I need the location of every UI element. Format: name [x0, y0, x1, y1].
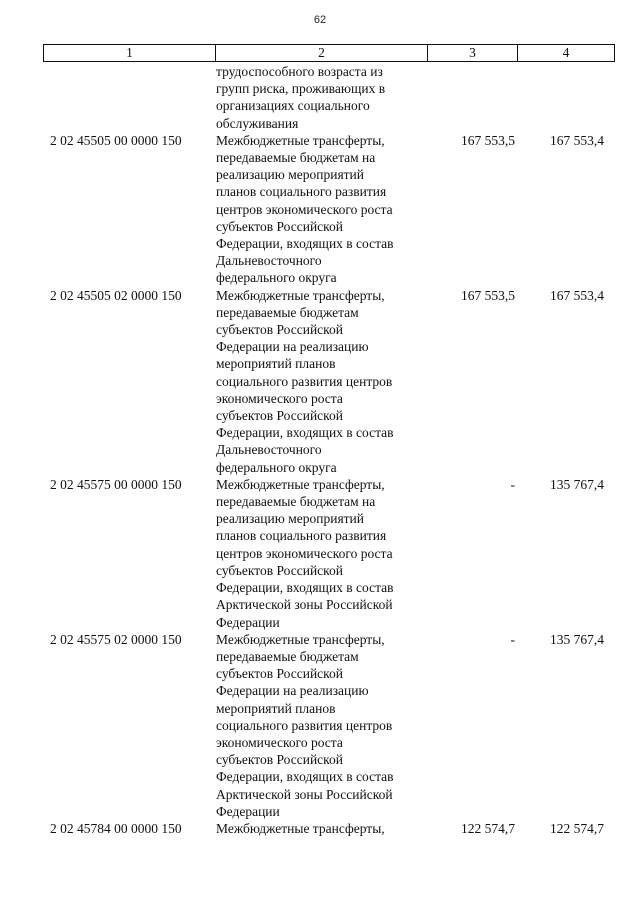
- table-body: [43, 63, 614, 837]
- description-line: Межбюджетные трансферты,: [216, 132, 385, 148]
- row-description: [215, 63, 427, 132]
- row-description: [215, 132, 427, 287]
- table-row: [43, 631, 614, 820]
- budget-classification-code: 2 02 45505 00 0000 150: [50, 132, 182, 148]
- description-line: субъектов Российской: [216, 666, 344, 682]
- amount-column-3: 122 574,7: [461, 820, 515, 836]
- description-line: Межбюджетные трансферты,: [216, 631, 385, 647]
- amount-column-4: 167 553,4: [550, 132, 604, 148]
- description-line: социального развития центров: [216, 717, 393, 733]
- amount-column-4: 135 767,4: [550, 476, 604, 492]
- description-line: групп риска, проживающих в: [216, 81, 386, 97]
- description-line: планов социального развития: [216, 184, 387, 200]
- description-line: реализацию мероприятий: [216, 511, 365, 527]
- row-description: [215, 476, 427, 631]
- column-header-table: [43, 44, 615, 62]
- description-line: субъектов Российской: [216, 408, 344, 424]
- table-row: [43, 132, 614, 287]
- description-line: организациях социального: [216, 98, 370, 114]
- description-line: центров экономического роста: [216, 545, 393, 561]
- description-line: Федерации, входящих в состав: [216, 236, 394, 252]
- description-line: Дальневосточного: [216, 253, 322, 269]
- budget-classification-code: 2 02 45575 00 0000 150: [50, 476, 182, 492]
- row-description: [215, 820, 427, 837]
- amount-column-3: -: [510, 476, 515, 492]
- description-line: федерального округа: [216, 270, 337, 286]
- description-line: Межбюджетные трансферты,: [216, 476, 385, 492]
- description-line: передаваемые бюджетам: [216, 304, 359, 320]
- description-line: Арктической зоны Российской: [216, 597, 393, 613]
- description-line: реализацию мероприятий: [216, 167, 365, 183]
- description-line: Федерации, входящих в состав: [216, 425, 394, 441]
- amount-column-4: 135 767,4: [550, 631, 604, 647]
- table-row-continuation: [43, 63, 614, 132]
- budget-classification-code: 2 02 45505 02 0000 150: [50, 287, 182, 303]
- amount-column-3: -: [510, 631, 515, 647]
- table-row: [43, 476, 614, 631]
- budget-classification-code: 2 02 45784 00 0000 150: [50, 820, 182, 836]
- table-row: [43, 287, 614, 476]
- description-line: субъектов Российской: [216, 752, 344, 768]
- description-line: центров экономического роста: [216, 201, 393, 217]
- description-line: социального развития центров: [216, 373, 393, 389]
- amount-column-3: 167 553,5: [461, 287, 515, 303]
- page-number: 62: [313, 14, 327, 26]
- description-line: Федерации: [216, 803, 280, 819]
- description-line: планов социального развития: [216, 528, 387, 544]
- column-header-2: 2: [216, 45, 428, 62]
- description-line: передаваемые бюджетам на: [216, 494, 376, 510]
- description-line: Федерации на реализацию: [216, 683, 369, 699]
- description-line: Федерации: [216, 614, 280, 630]
- description-line: Межбюджетные трансферты,: [216, 820, 385, 836]
- description-line: субъектов Российской: [216, 562, 344, 578]
- amount-column-4: 122 574,7: [550, 820, 604, 836]
- description-line: Межбюджетные трансферты,: [216, 287, 385, 303]
- description-line: экономического роста: [216, 734, 343, 750]
- row-description: [215, 287, 427, 476]
- table-row: [43, 820, 614, 837]
- column-header-3: 3: [428, 45, 518, 62]
- description-line: Арктической зоны Российской: [216, 786, 393, 802]
- description-line: передаваемые бюджетам: [216, 648, 359, 664]
- description-line: экономического роста: [216, 390, 343, 406]
- description-line: Федерации на реализацию: [216, 339, 369, 355]
- description-line: Федерации, входящих в состав: [216, 769, 394, 785]
- description-line: Федерации, входящих в состав: [216, 580, 394, 596]
- row-description: [215, 631, 427, 820]
- budget-classification-code: 2 02 45575 02 0000 150: [50, 631, 182, 647]
- description-line: мероприятий планов: [216, 356, 336, 372]
- description-line: передаваемые бюджетам на: [216, 150, 376, 166]
- description-line: субъектов Российской: [216, 322, 344, 338]
- description-line: мероприятий планов: [216, 700, 336, 716]
- column-header-4: 4: [518, 45, 615, 62]
- amount-column-4: 167 553,4: [550, 287, 604, 303]
- column-header-1: 1: [44, 45, 216, 62]
- description-line: Дальневосточного: [216, 442, 322, 458]
- description-line: федерального округа: [216, 459, 337, 475]
- column-header-row: [44, 45, 615, 62]
- amount-column-3: 167 553,5: [461, 132, 515, 148]
- description-line: трудоспособного возраста из: [216, 64, 383, 79]
- description-line: обслуживания: [216, 115, 299, 131]
- description-line: субъектов Российской: [216, 218, 344, 234]
